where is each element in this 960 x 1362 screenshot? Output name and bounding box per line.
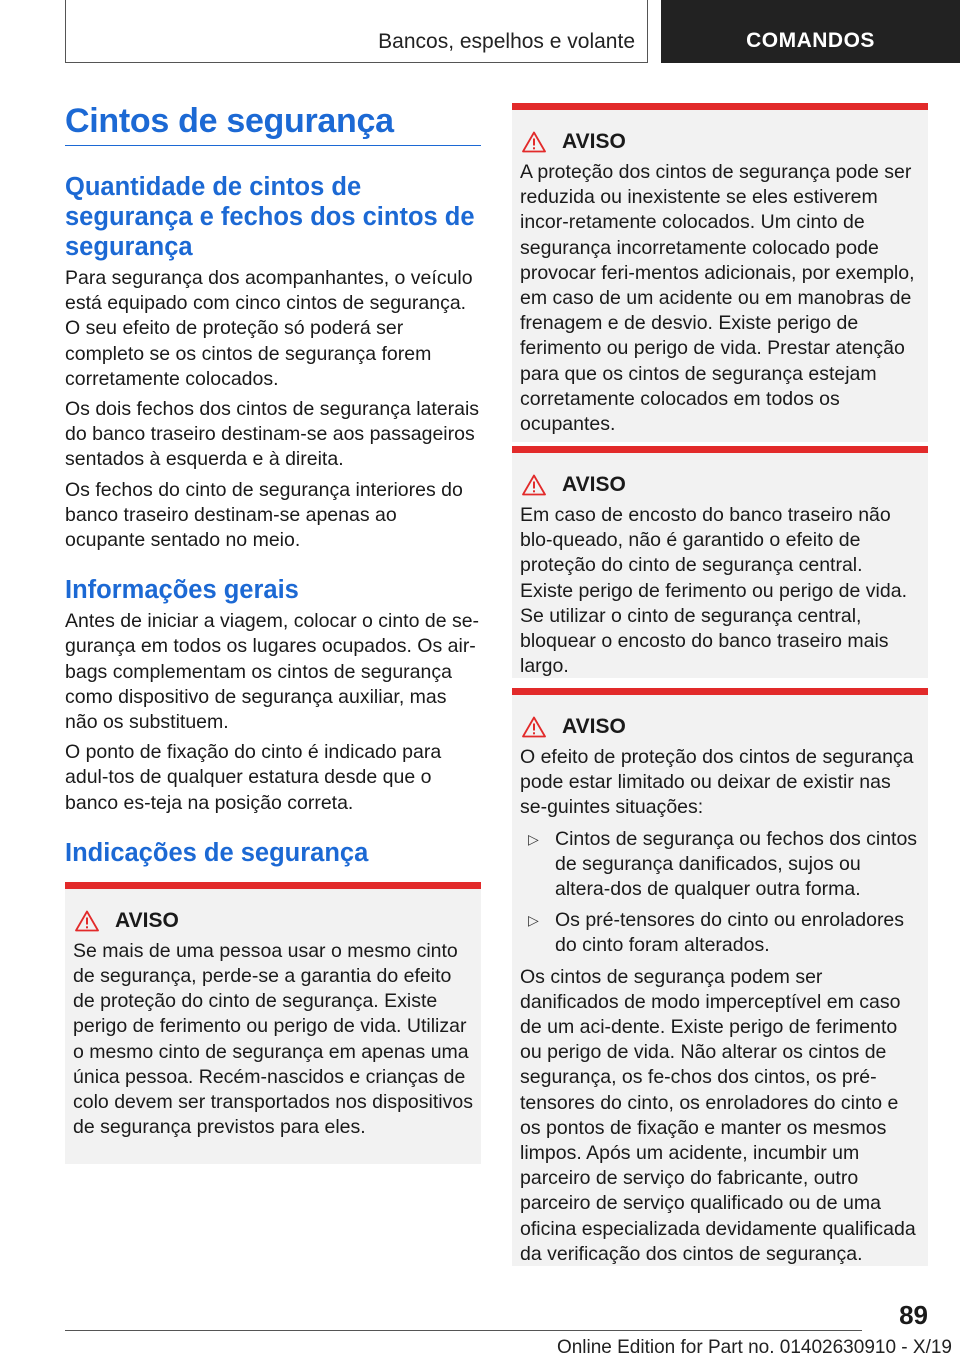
paragraph: Antes de iniciar a viagem, colocar o cinto de se-gurança em todos os lugares ocupados. Os air-bags complementam os cintos de segurança como dispositivo de segurança auxiliar, mas não os substituem. [65, 610, 480, 734]
warning-box [512, 103, 928, 442]
warning-title: AVISO [562, 715, 626, 738]
warning-text: Os cintos de segurança podem ser danificados de modo imperceptível em caso de um aci-dente. Existe perigo de ferimento ou perigo de vida. Não alterar os cintos de segurança, os fe-chos dos cintos, os pré-tensores do cinto, os enroladores do cinto e os pontos de fixação e manter os mesmos limpos. Após um acidente, incumbir um parceiro de serviço do fabricante, outro parceiro de serviço qualificado ou de uma oficina especializada devidamente qualificada da verificação dos cintos de segurança. [520, 965, 916, 1265]
warning-box [512, 446, 928, 678]
warning-text: Se mais de uma pessoa usar o mesmo cinto de segurança, perde-se a garantia do efeito de proteção do cinto de segurança. Existe perigo de ferimento ou perigo de vida. Utilizar o mesmo cinto de segurança em apenas uma única pessoa. Recém-nascidos e crianças de colo devem ser transportados nos dispositivos de segurança previstos para eles. [73, 939, 473, 1139]
paragraph: Os dois fechos dos cintos de segurança laterais do banco traseiro destinam-se aos passageiros sentados à esquerda e à direita. [65, 398, 480, 471]
warning-text: A proteção dos cintos de segurança pode ser reduzida ou inexistente se eles estiverem incor-retamente colocados. Um cinto de segurança incorretamente colocado pode provocar feri-mentos adicionais, por exemplo, em caso de um acidente ou em manobras de frenagem e de desvio. Existe perigo de ferimento ou perigo de vida. Prestar atenção para que os cintos de segurança estejam corretamente colocados em todos os ocupantes. [520, 161, 915, 436]
chapter-tab [661, 0, 960, 63]
running-header-section [65, 0, 648, 63]
warning-text: Em caso de encosto do banco traseiro não blo-queado, não é garantido o efeito de proteção do cinto de segurança central. Existe perigo de ferimento ou perigo de vida. Se utilizar o cinto de segurança central, bloquear o encosto do banco traseiro mais largo. [520, 504, 907, 678]
warning-header [520, 130, 920, 154]
warning-header [520, 473, 920, 497]
heading-general-info: Informações gerais [65, 576, 299, 605]
warning-title: AVISO [562, 130, 626, 153]
heading-quantity: Quantidade de cintos de segurança e fechos dos cintos de segurança [65, 173, 475, 261]
chapter-title: COMANDOS [746, 29, 875, 52]
heading-safety: Indicações de segurança [65, 838, 369, 867]
page-number: 89 [899, 1300, 928, 1330]
warning-header [520, 715, 920, 739]
warning-bullet-list [520, 827, 920, 959]
footer-edition: Online Edition for Part no. 01402630910 - X/19 [556, 1337, 952, 1358]
list-item-text: Os pré-tensores do cinto ou enroladores do cinto foram alterados. [555, 909, 905, 957]
warning-triangle-icon [522, 131, 546, 153]
triangle-right-icon: ▷ [528, 830, 539, 847]
left-column [65, 100, 481, 1164]
triangle-right-icon: ▷ [528, 912, 539, 929]
paragraph: O ponto de fixação do cinto é indicado para adul-tos de qualquer estatura desde que o banco es-teja na posição correta. [65, 741, 442, 814]
footer-divider [65, 1330, 862, 1331]
section-title: Bancos, espelhos e volante [378, 30, 635, 53]
warning-triangle-icon [75, 910, 99, 932]
warning-intro: O efeito de proteção dos cintos de segurança pode estar limitado ou deixar de existir nas se-guintes situações: [520, 746, 914, 819]
warning-box [512, 688, 928, 1266]
warning-title: AVISO [562, 473, 626, 496]
warning-triangle-icon [522, 474, 546, 496]
warning-title: AVISO [115, 908, 179, 932]
warning-box [65, 882, 481, 1164]
list-item-text: Cintos de segurança ou fechos dos cintos de segurança danificados, sujos ou altera-dos de qualquer outra forma. [555, 827, 918, 901]
warning-header [73, 909, 473, 933]
page-title: Cintos de segurança [65, 100, 481, 146]
warning-triangle-icon [522, 716, 546, 738]
paragraph: Para segurança dos acompanhantes, o veículo está equipado com cinco cintos de segurança. O seu efeito de proteção só poderá ser completo se os cintos de segurança forem corretamente colocados. [65, 267, 473, 390]
list-item [520, 827, 920, 903]
paragraph: Os fechos do cinto de segurança interiores do banco traseiro destinam-se apenas ao ocupante sentado no meio. [65, 478, 463, 552]
list-item [520, 908, 920, 958]
